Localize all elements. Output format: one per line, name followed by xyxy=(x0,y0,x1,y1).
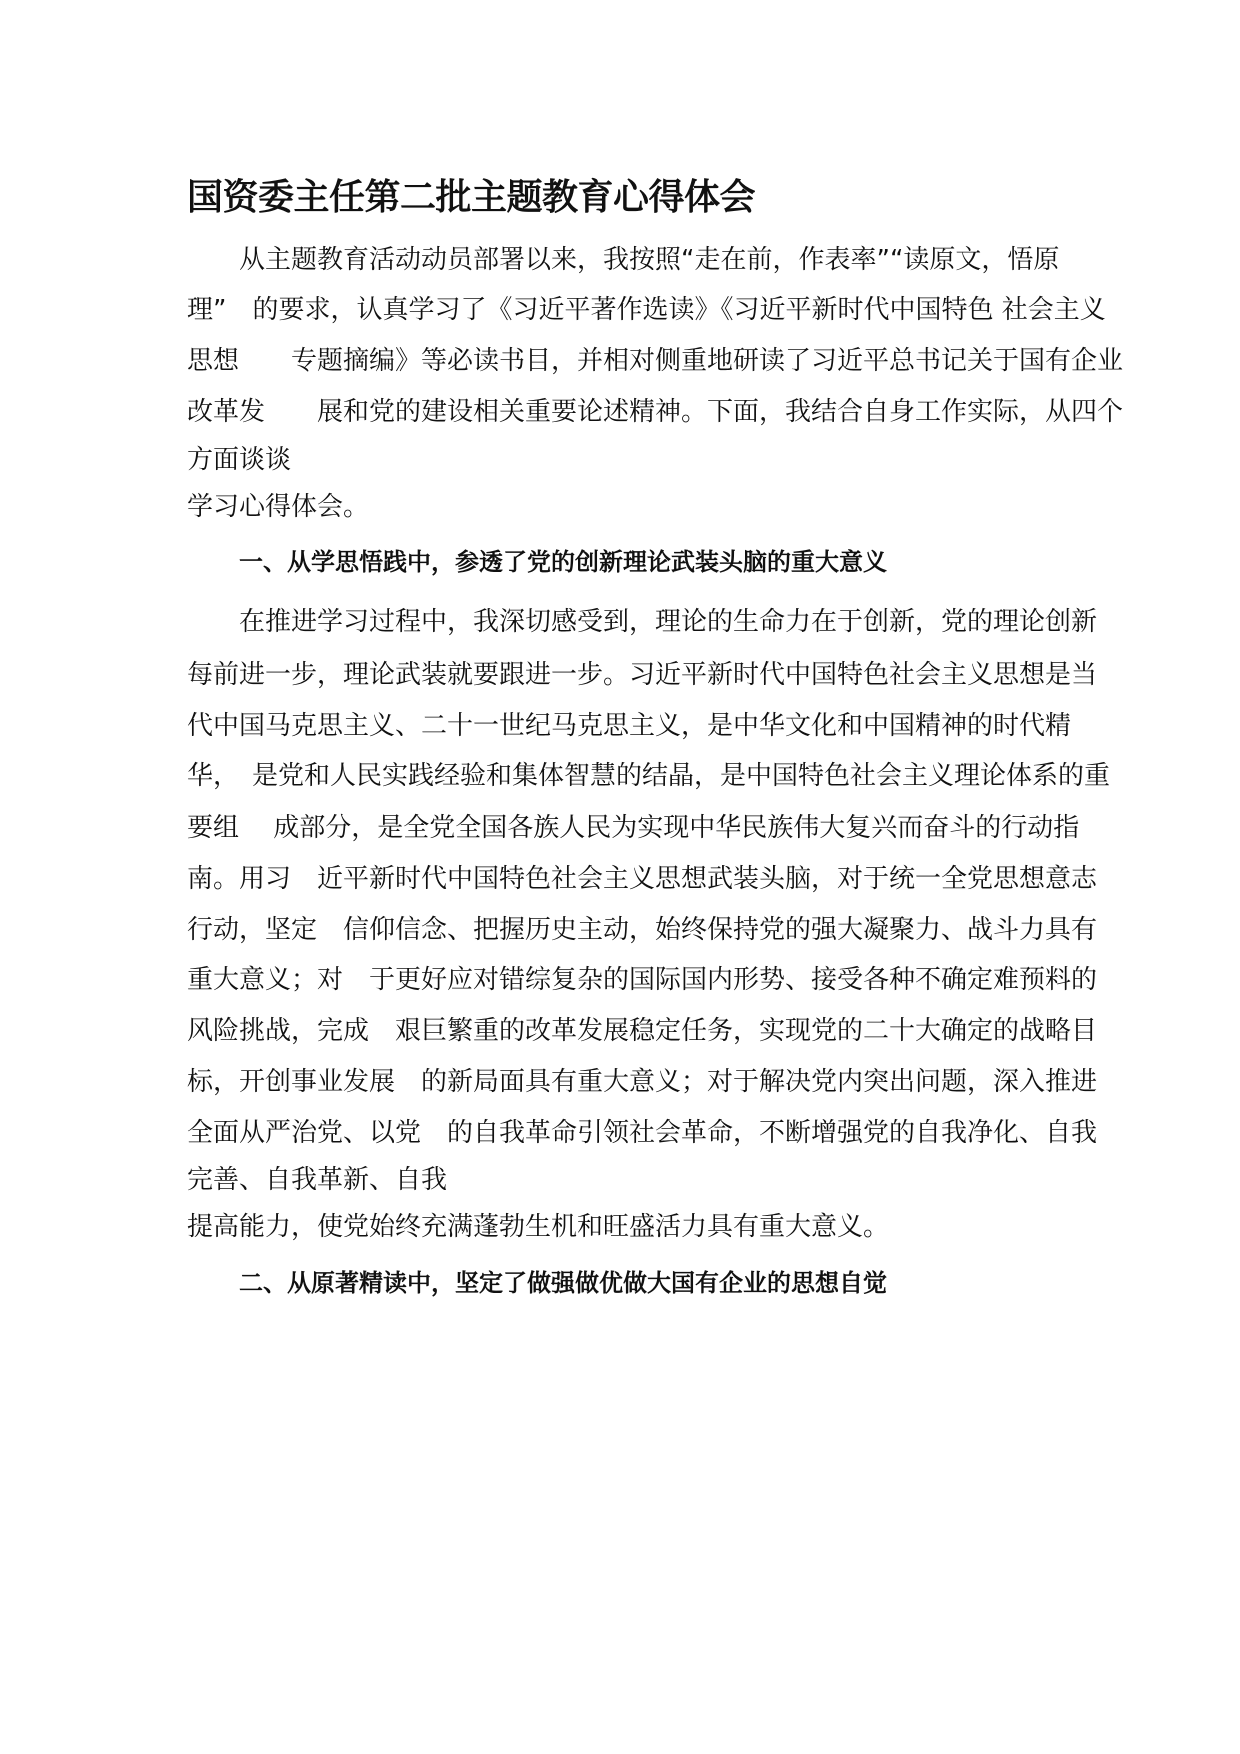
paragraph-line: 标，开创事业发展 的新局面具有重大意义；对于解决党内突出问题，深入推进 xyxy=(187,1067,1098,1097)
paragraph-line: 提高能力，使党始终充满蓬勃生机和旺盛活力具有重大意义。 xyxy=(187,1212,890,1242)
paragraph-line: 学习心得体会。 xyxy=(187,492,370,522)
paragraph-line: 方面谈谈 xyxy=(187,445,292,475)
paragraph-line: 代中国马克思主义、二十一世纪马克思主义，是中华文化和中国精神的时代精 xyxy=(187,711,1072,741)
paragraph-line: 理” 的要求，认真学习了《习近平著作选读》《习近平新时代中国特色 社会主义 xyxy=(187,295,1106,325)
paragraph-line: 行动，坚定 信仰信念、把握历史主动，始终保持党的强大凝聚力、战斗力具有 xyxy=(187,915,1098,945)
paragraph-line: 风险挑战，完成 艰巨繁重的改革发展稳定任务，实现党的二十大确定的战略目 xyxy=(187,1016,1098,1046)
paragraph-line: 在推进学习过程中，我深切感受到，理论的生命力在于创新，党的理论创新 xyxy=(239,607,1098,637)
paragraph-line: 完善、自我革新、自我 xyxy=(187,1165,448,1195)
paragraph-line: 华， 是党和人民实践经验和集体智慧的结晶，是中国特色社会主义理论体系的重 xyxy=(187,761,1111,791)
paragraph-line: 全面从严治党、以党 的自我革命引领社会革命，不断增强党的自我净化、自我 xyxy=(187,1118,1098,1148)
paragraph-line: 要组 成部分，是全党全国各族人民为实现中华民族伟大复兴而奋斗的行动指 xyxy=(187,813,1080,843)
paragraph-line: 重大意义；对 于更好应对错综复杂的国际国内形势、接受各种不确定难预料的 xyxy=(187,965,1098,995)
paragraph-line: 每前进一步，理论武装就要跟进一步。习近平新时代中国特色社会主义思想是当 xyxy=(187,660,1098,690)
paragraph-line: 改革发 展和党的建设相关重要论述精神。下面，我结合自身工作实际，从四个 xyxy=(187,397,1124,427)
paragraph-line: 南。用习 近平新时代中国特色社会主义思想武装头脑，对于统一全党思想意志 xyxy=(187,864,1098,894)
paragraph-line: 从主题教育活动动员部署以来，我按照“走在前，作表率”“读原文，悟原 xyxy=(239,245,1060,275)
section-heading: 二、从原著精读中，坚定了做强做优做大国有企业的思想自觉 xyxy=(239,1269,887,1297)
document-title: 国资委主任第二批主题教育心得体会 xyxy=(187,177,756,218)
section-heading: 一、从学思悟践中，参透了党的创新理论武装头脑的重大意义 xyxy=(239,548,887,576)
paragraph-line: 思想 专题摘编》等必读书目，并相对侧重地研读了习近平总书记关于国有企业 xyxy=(187,346,1124,376)
